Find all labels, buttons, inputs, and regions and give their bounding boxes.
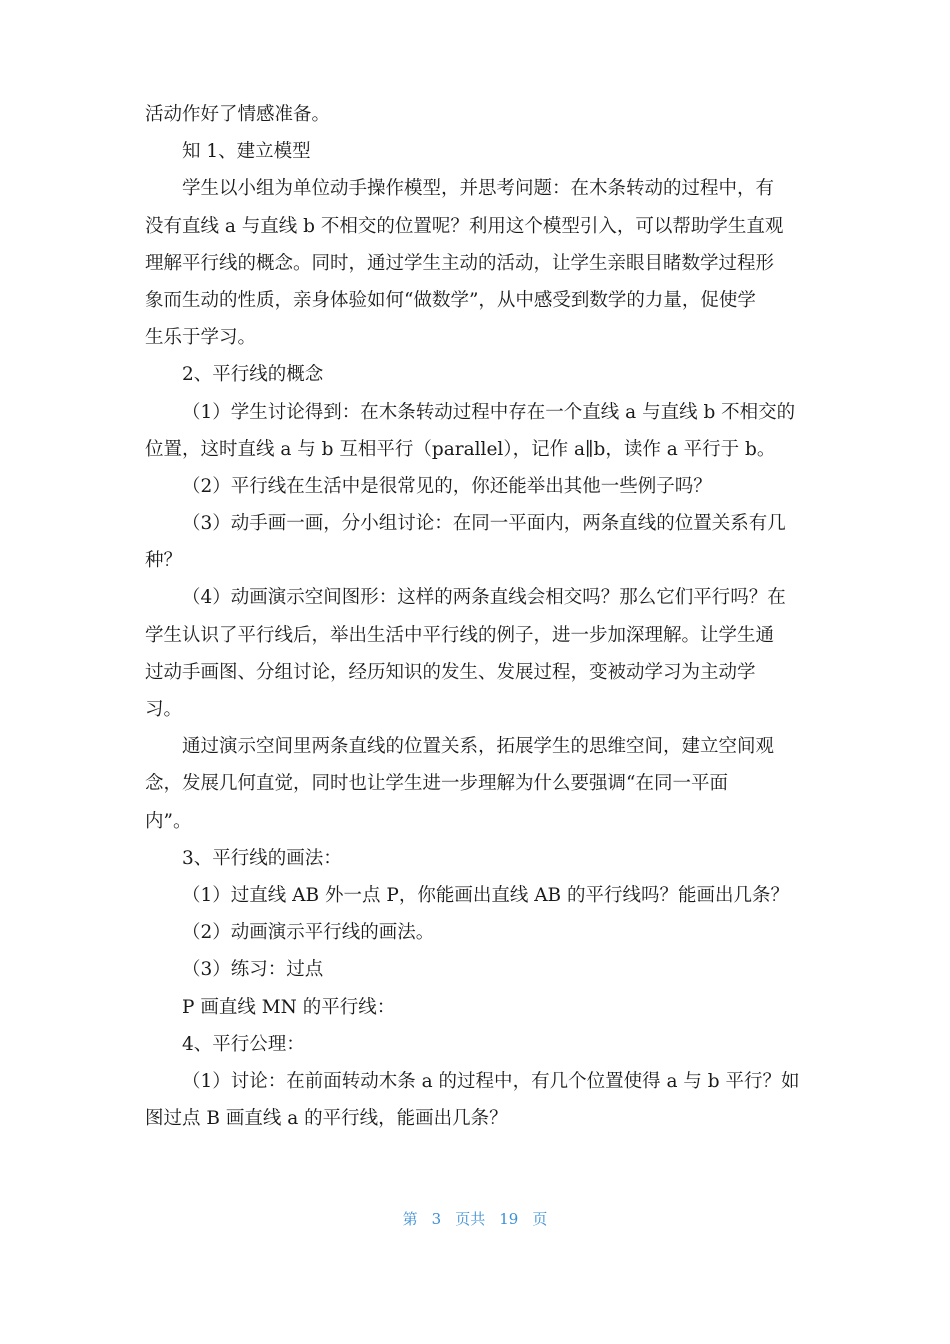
- text-line: 2、平行线的概念: [182, 364, 324, 386]
- text-line: 过动手画图、分组讨论，经历知识的发生、发展过程，变被动学习为主动学: [145, 661, 756, 683]
- text-line: 没有直线 a 与直线 b 不相交的位置呢？利用这个模型引入，可以帮助学生直观: [145, 215, 784, 237]
- text-line: 图过点 B 画直线 a 的平行线，能画出几条？: [145, 1108, 508, 1130]
- text-line: （3）练习：过点: [182, 959, 324, 981]
- text-line: 3、平行线的画法：: [182, 847, 342, 869]
- text-line: 理解平行线的概念。同时，通过学生主动的活动，让学生亲眼目睹数学过程形: [145, 252, 775, 274]
- text-line: （1）过直线 AB 外一点 P，你能画出直线 AB 的平行线吗？能画出几条？: [182, 884, 790, 906]
- page-label-suffix: 页: [532, 1210, 548, 1228]
- page-label-prefix: 第: [402, 1210, 418, 1228]
- text-line: 念，发展几何直觉，同时也让学生进一步理解为什么要强调“在同一平面: [145, 773, 728, 795]
- text-line: 生乐于学习。: [145, 327, 257, 349]
- text-line: 习。: [145, 699, 183, 720]
- text-line: 活动作好了情感准备。: [145, 104, 331, 125]
- text-line: 种？: [145, 550, 183, 572]
- text-line: 位置，这时直线 a 与 b 互相平行（parallel），记作 a∥b，读作 a 平行于 b。: [145, 438, 776, 460]
- text-line: 4、平行公理：: [182, 1033, 305, 1055]
- text-line: 学生认识了平行线后，举出生活中平行线的例子，进一步加深理解。让学生通: [145, 624, 775, 646]
- text-line: 象而生动的性质，亲身体验如何“做数学”，从中感受到数学的力量，促使学: [145, 289, 756, 311]
- text-line: P 画直线 MN 的平行线：: [182, 996, 396, 1018]
- text-line: 学生以小组为单位动手操作模型，并思考问题：在木条转动的过程中，有: [182, 178, 775, 200]
- text-line: （1）学生讨论得到：在木条转动过程中存在一个直线 a 与直线 b 不相交的: [182, 401, 796, 423]
- text-line: （2）平行线在生活中是很常见的，你还能举出其他一些例子吗？: [182, 475, 712, 497]
- text-line: 知 1、建立模型: [182, 141, 311, 163]
- text-line: 内”。: [145, 810, 192, 832]
- total-pages-number: 19: [499, 1210, 519, 1228]
- text-line: （4）动画演示空间图形：这样的两条直线会相交吗？那么它们平行吗？在: [182, 587, 786, 609]
- page-label-mid: 页共: [455, 1210, 486, 1228]
- text-line: （1）讨论：在前面转动木条 a 的过程中，有几个位置使得 a 与 b 平行？如: [182, 1070, 800, 1092]
- document-body: [145, 96, 810, 1137]
- page-footer: [0, 1208, 950, 1229]
- text-line: 通过演示空间里两条直线的位置关系，拓展学生的思维空间，建立空间观: [182, 736, 775, 758]
- text-line: （2）动画演示平行线的画法。: [182, 922, 435, 944]
- text-line: （3）动手画一画，分小组讨论：在同一平面内，两条直线的位置关系有几: [182, 513, 786, 535]
- current-page-number: 3: [431, 1210, 442, 1228]
